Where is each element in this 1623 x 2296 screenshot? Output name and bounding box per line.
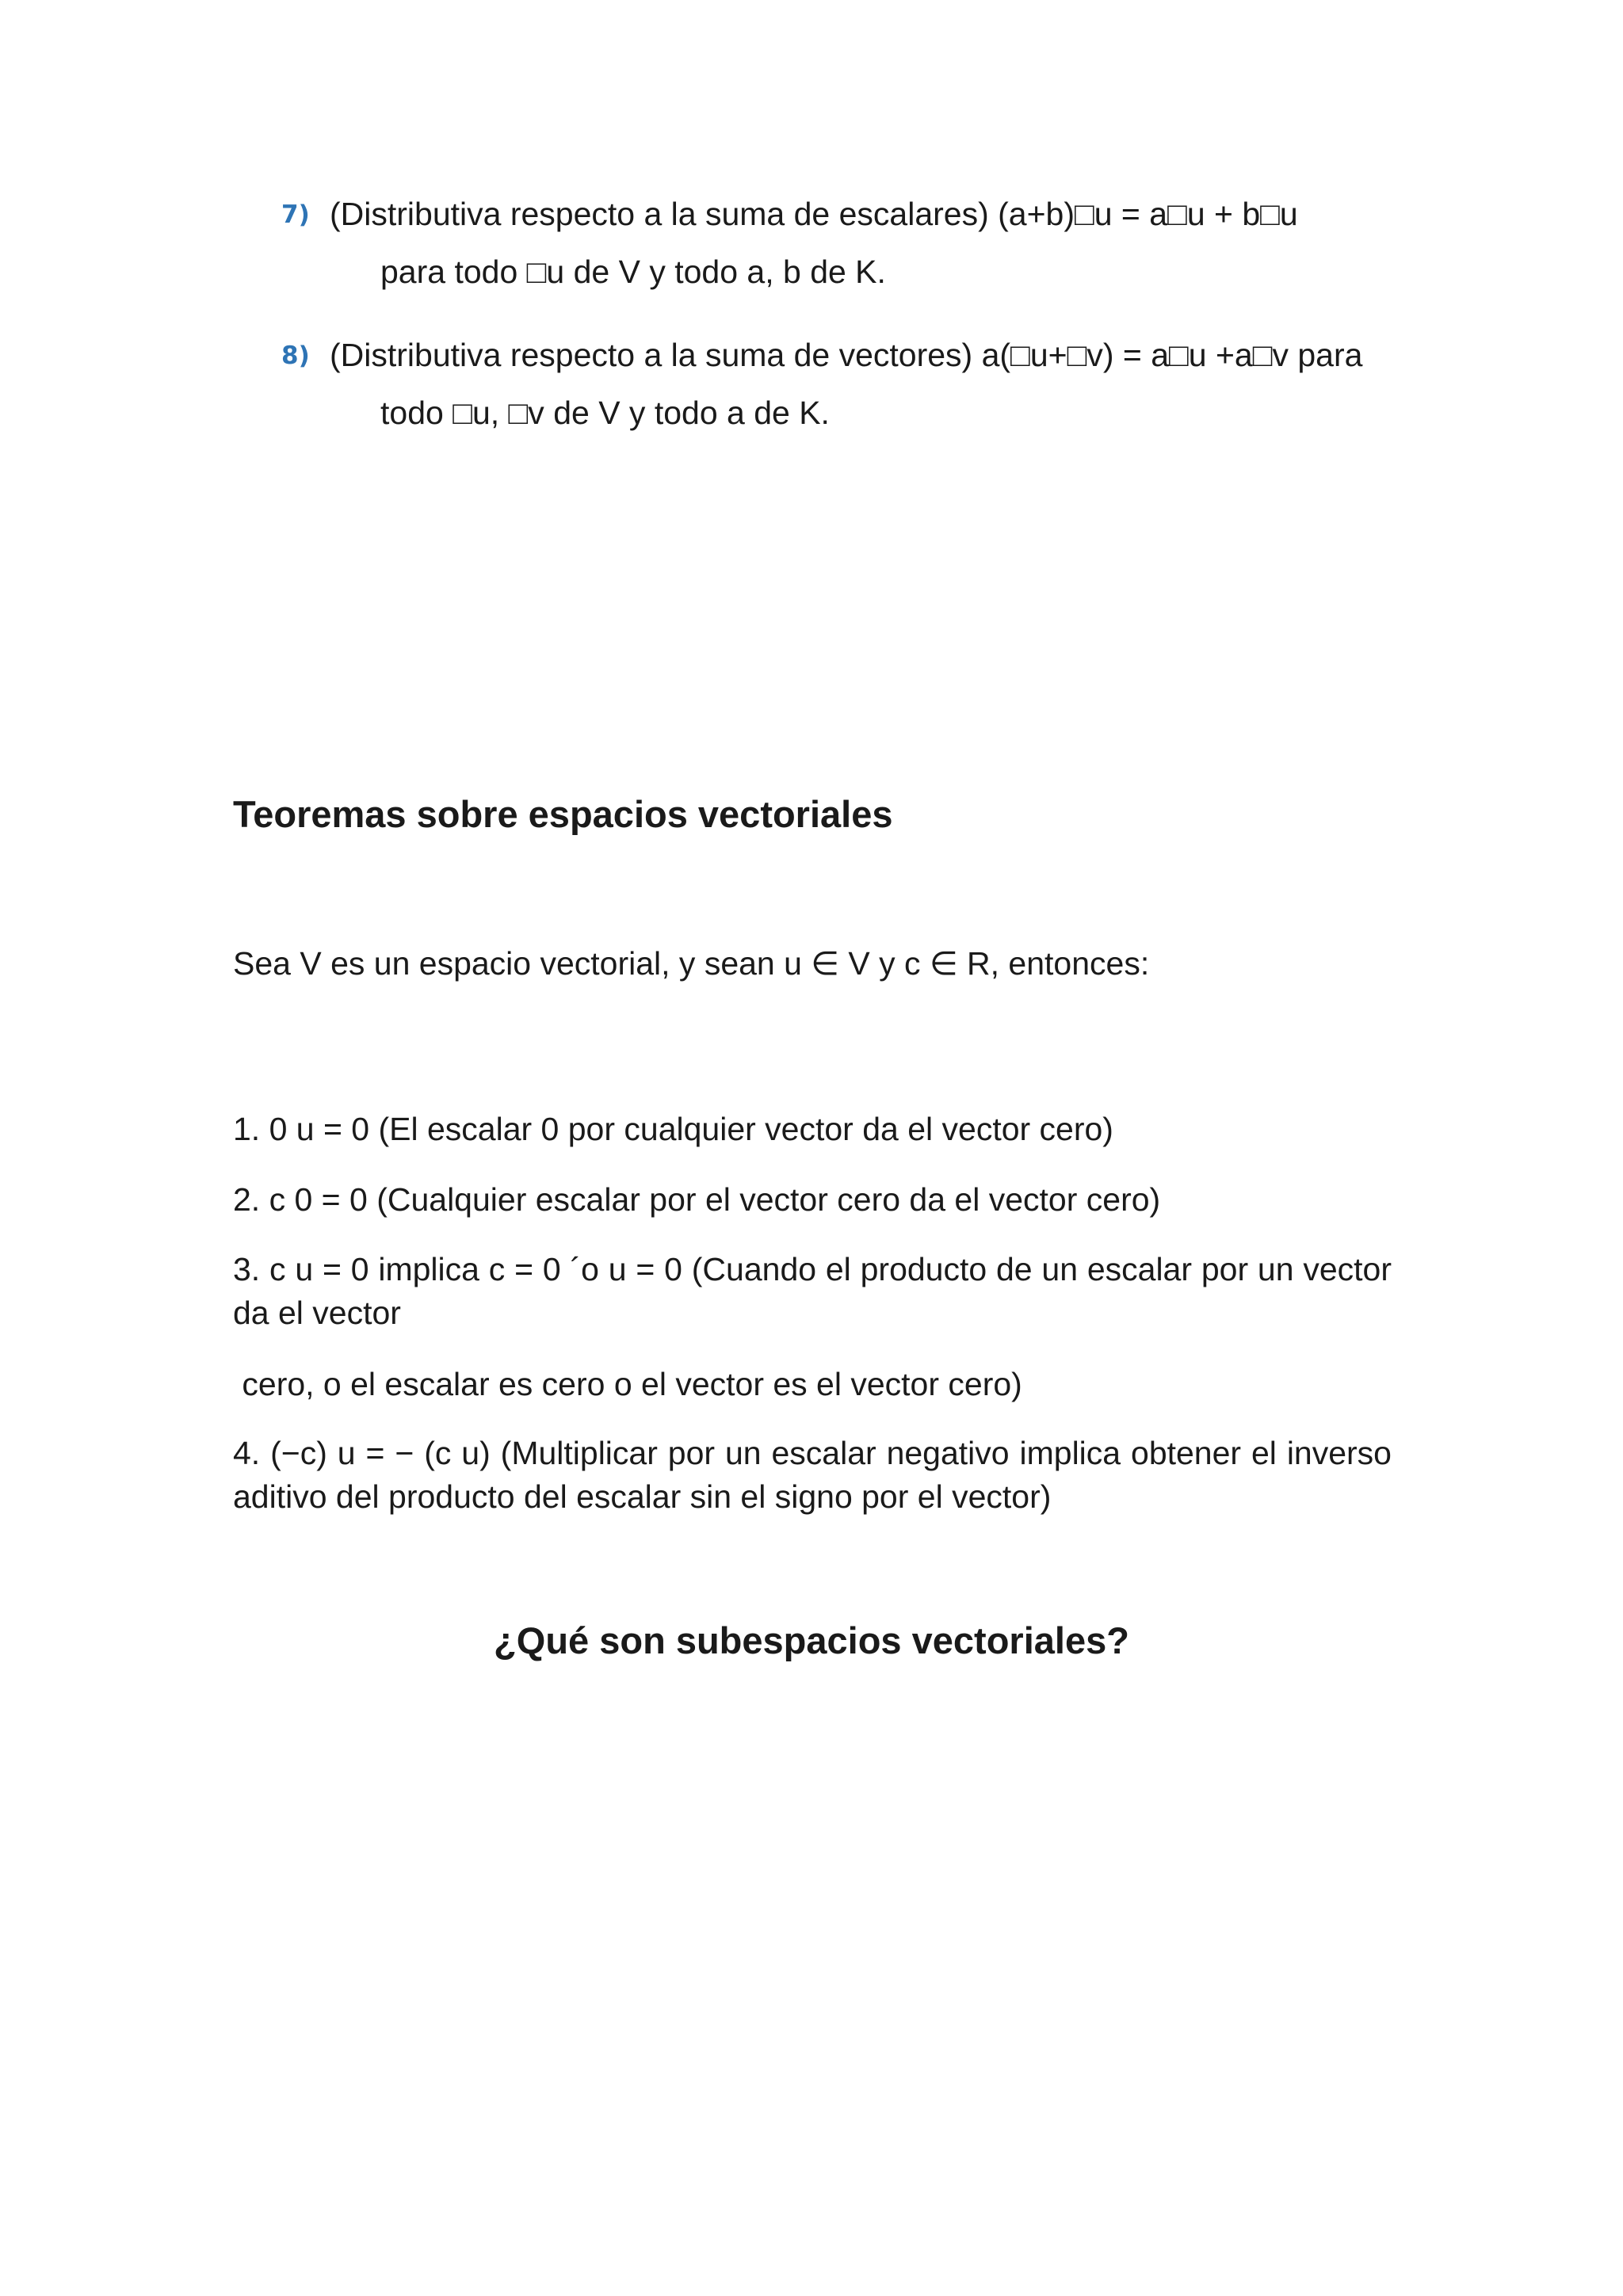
property-number: 7) xyxy=(281,200,310,229)
theorem-item-1: 1. 0 u = 0 (El escalar 0 por cualquier vector da el vector cero) xyxy=(233,1111,1113,1147)
section-heading-subspaces: ¿Qué son subespacios vectoriales? xyxy=(494,1619,1129,1661)
property-text-continuation: todo □u, □v de V y todo a de K. xyxy=(380,395,830,431)
theorem-item-4: 4. (−c) u = − (c u) (Multiplicar por un escalar negativo implica obtener el inverso aditivo del producto del escalar sin el signo por el vector) xyxy=(233,1435,1392,1515)
property-number: 8) xyxy=(281,341,310,370)
theorem-item-2: 2. c 0 = 0 (Cualquier escalar por el vector cero da el vector cero) xyxy=(233,1181,1161,1218)
property-text-line: (Distributiva respecto a la suma de vectores) a(□u+□v) = a□u +a□v para xyxy=(330,337,1363,373)
theorem-item-3: 3. c u = 0 implica c = 0 ´o u = 0 (Cuando el producto de un escalar por un vector da el vector xyxy=(233,1251,1392,1331)
property-text-continuation: para todo □u de V y todo a, b de K. xyxy=(380,254,886,290)
property-text-line: (Distributiva respecto a la suma de escalares) (a+b)□u = a□u + b□u xyxy=(330,196,1298,232)
section-heading-theorems: Teoremas sobre espacios vectoriales xyxy=(233,793,893,835)
intro-paragraph: Sea V es un espacio vectorial, y sean u ∈ V y c ∈ R, entonces: xyxy=(233,945,1150,982)
theorem-item-3-continuation: cero, o el escalar es cero o el vector es el vector cero) xyxy=(233,1366,1022,1402)
